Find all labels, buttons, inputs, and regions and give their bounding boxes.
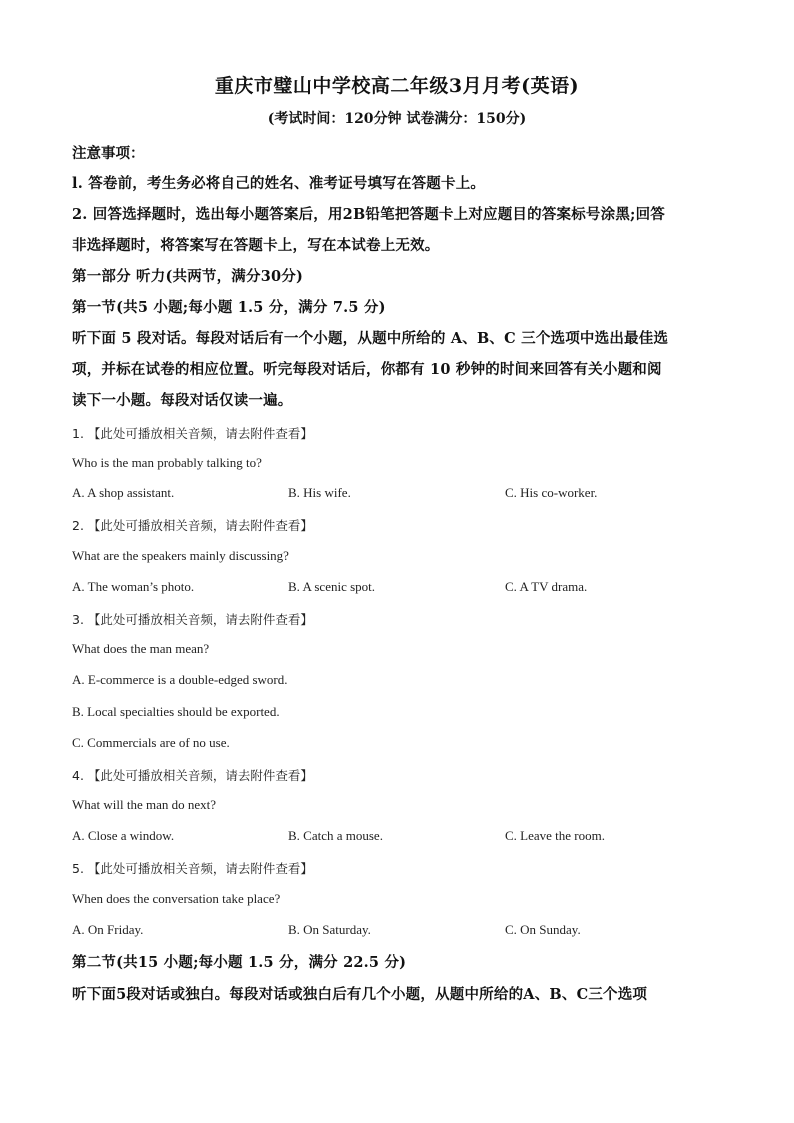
question-5-stem: When does the conversation take place?: [72, 891, 281, 906]
notes-heading: 注意事项：: [72, 145, 145, 162]
exam-info: (考试时间：120分钟 试卷满分：150分): [267, 111, 527, 127]
question-5-option-c: C. On Sunday.: [505, 922, 581, 937]
question-4-option-a: A. Close a window.: [72, 828, 175, 843]
question-2-option-b: B. A scenic spot.: [288, 579, 376, 594]
question-1-audio-note[interactable]: 1. 【此处可播放相关音频，请去附件查看】: [72, 426, 313, 441]
question-5-option-b: B. On Saturday.: [288, 922, 371, 937]
note-item-2-line-2: 非选择题时，将答案写在答题卡上，写在本试卷上无效。: [72, 237, 440, 254]
question-3-audio-note[interactable]: 3. 【此处可播放相关音频，请去附件查看】: [72, 612, 313, 627]
question-4-option-b: B. Catch a mouse.: [288, 828, 383, 843]
question-3-option-c: C. Commercials are of no use.: [72, 735, 230, 750]
section1-instructions-line-3: 读下一小题。每段对话仅读一遍。: [72, 392, 293, 409]
question-2-audio-note[interactable]: 2. 【此处可播放相关音频，请去附件查看】: [72, 518, 313, 533]
section1-instructions-line-2: 项，并标在试卷的相应位置。听完每段对话后，你都有 10 秒钟的时间来回答有关小题和阅: [72, 361, 662, 378]
section1-instructions-line-1: 听下面 5 段对话。每段对话后有一个小题，从题中所给的 A、B、C 三个选项中选出最佳选: [72, 330, 669, 347]
question-3-option-b: B. Local specialties should be exported.: [72, 704, 280, 719]
question-5-option-a: A. On Friday.: [72, 922, 144, 937]
question-4-option-c: C. Leave the room.: [505, 828, 605, 843]
question-3-stem: What does the man mean?: [72, 641, 210, 656]
page-title: 重庆市璧山中学校高二年级3月月考(英语): [214, 75, 580, 97]
section1-heading: 第一节(共5 小题;每小题 1.5 分，满分 7.5 分): [72, 299, 386, 316]
question-1-option-a: A. A shop assistant.: [72, 485, 175, 500]
question-2-stem: What are the speakers mainly discussing?: [72, 548, 289, 563]
question-2-option-c: C. A TV drama.: [505, 579, 588, 594]
question-1-stem: Who is the man probably talking to?: [72, 455, 262, 470]
question-1-option-b: B. His wife.: [288, 485, 351, 500]
section2-instructions-line-1: 听下面5段对话或独白。每段对话或独白后有几个小题，从题中所给的A、B、C三个选项: [72, 986, 648, 1003]
part1-heading: 第一部分 听力(共两节，满分30分): [72, 268, 304, 285]
note-item-1: l. 答卷前，考生务必将自己的姓名、准考证号填写在答题卡上。: [72, 175, 486, 192]
note-item-2-line-1: 2. 回答选择题时，选出每小题答案后，用2B铅笔把答题卡上对应题目的答案标号涂黑;回答: [72, 206, 665, 223]
question-4-audio-note[interactable]: 4. 【此处可播放相关音频，请去附件查看】: [72, 768, 313, 783]
section2-heading: 第二节(共15 小题;每小题 1.5 分，满分 22.5 分): [72, 954, 407, 971]
question-3-option-a: A. E-commerce is a double-edged sword.: [72, 672, 288, 687]
question-5-audio-note[interactable]: 5. 【此处可播放相关音频，请去附件查看】: [72, 861, 313, 876]
question-1-option-c: C. His co-worker.: [505, 485, 598, 500]
question-2-option-a: A. The woman’s photo.: [72, 579, 195, 594]
question-4-stem: What will the man do next?: [72, 797, 217, 812]
